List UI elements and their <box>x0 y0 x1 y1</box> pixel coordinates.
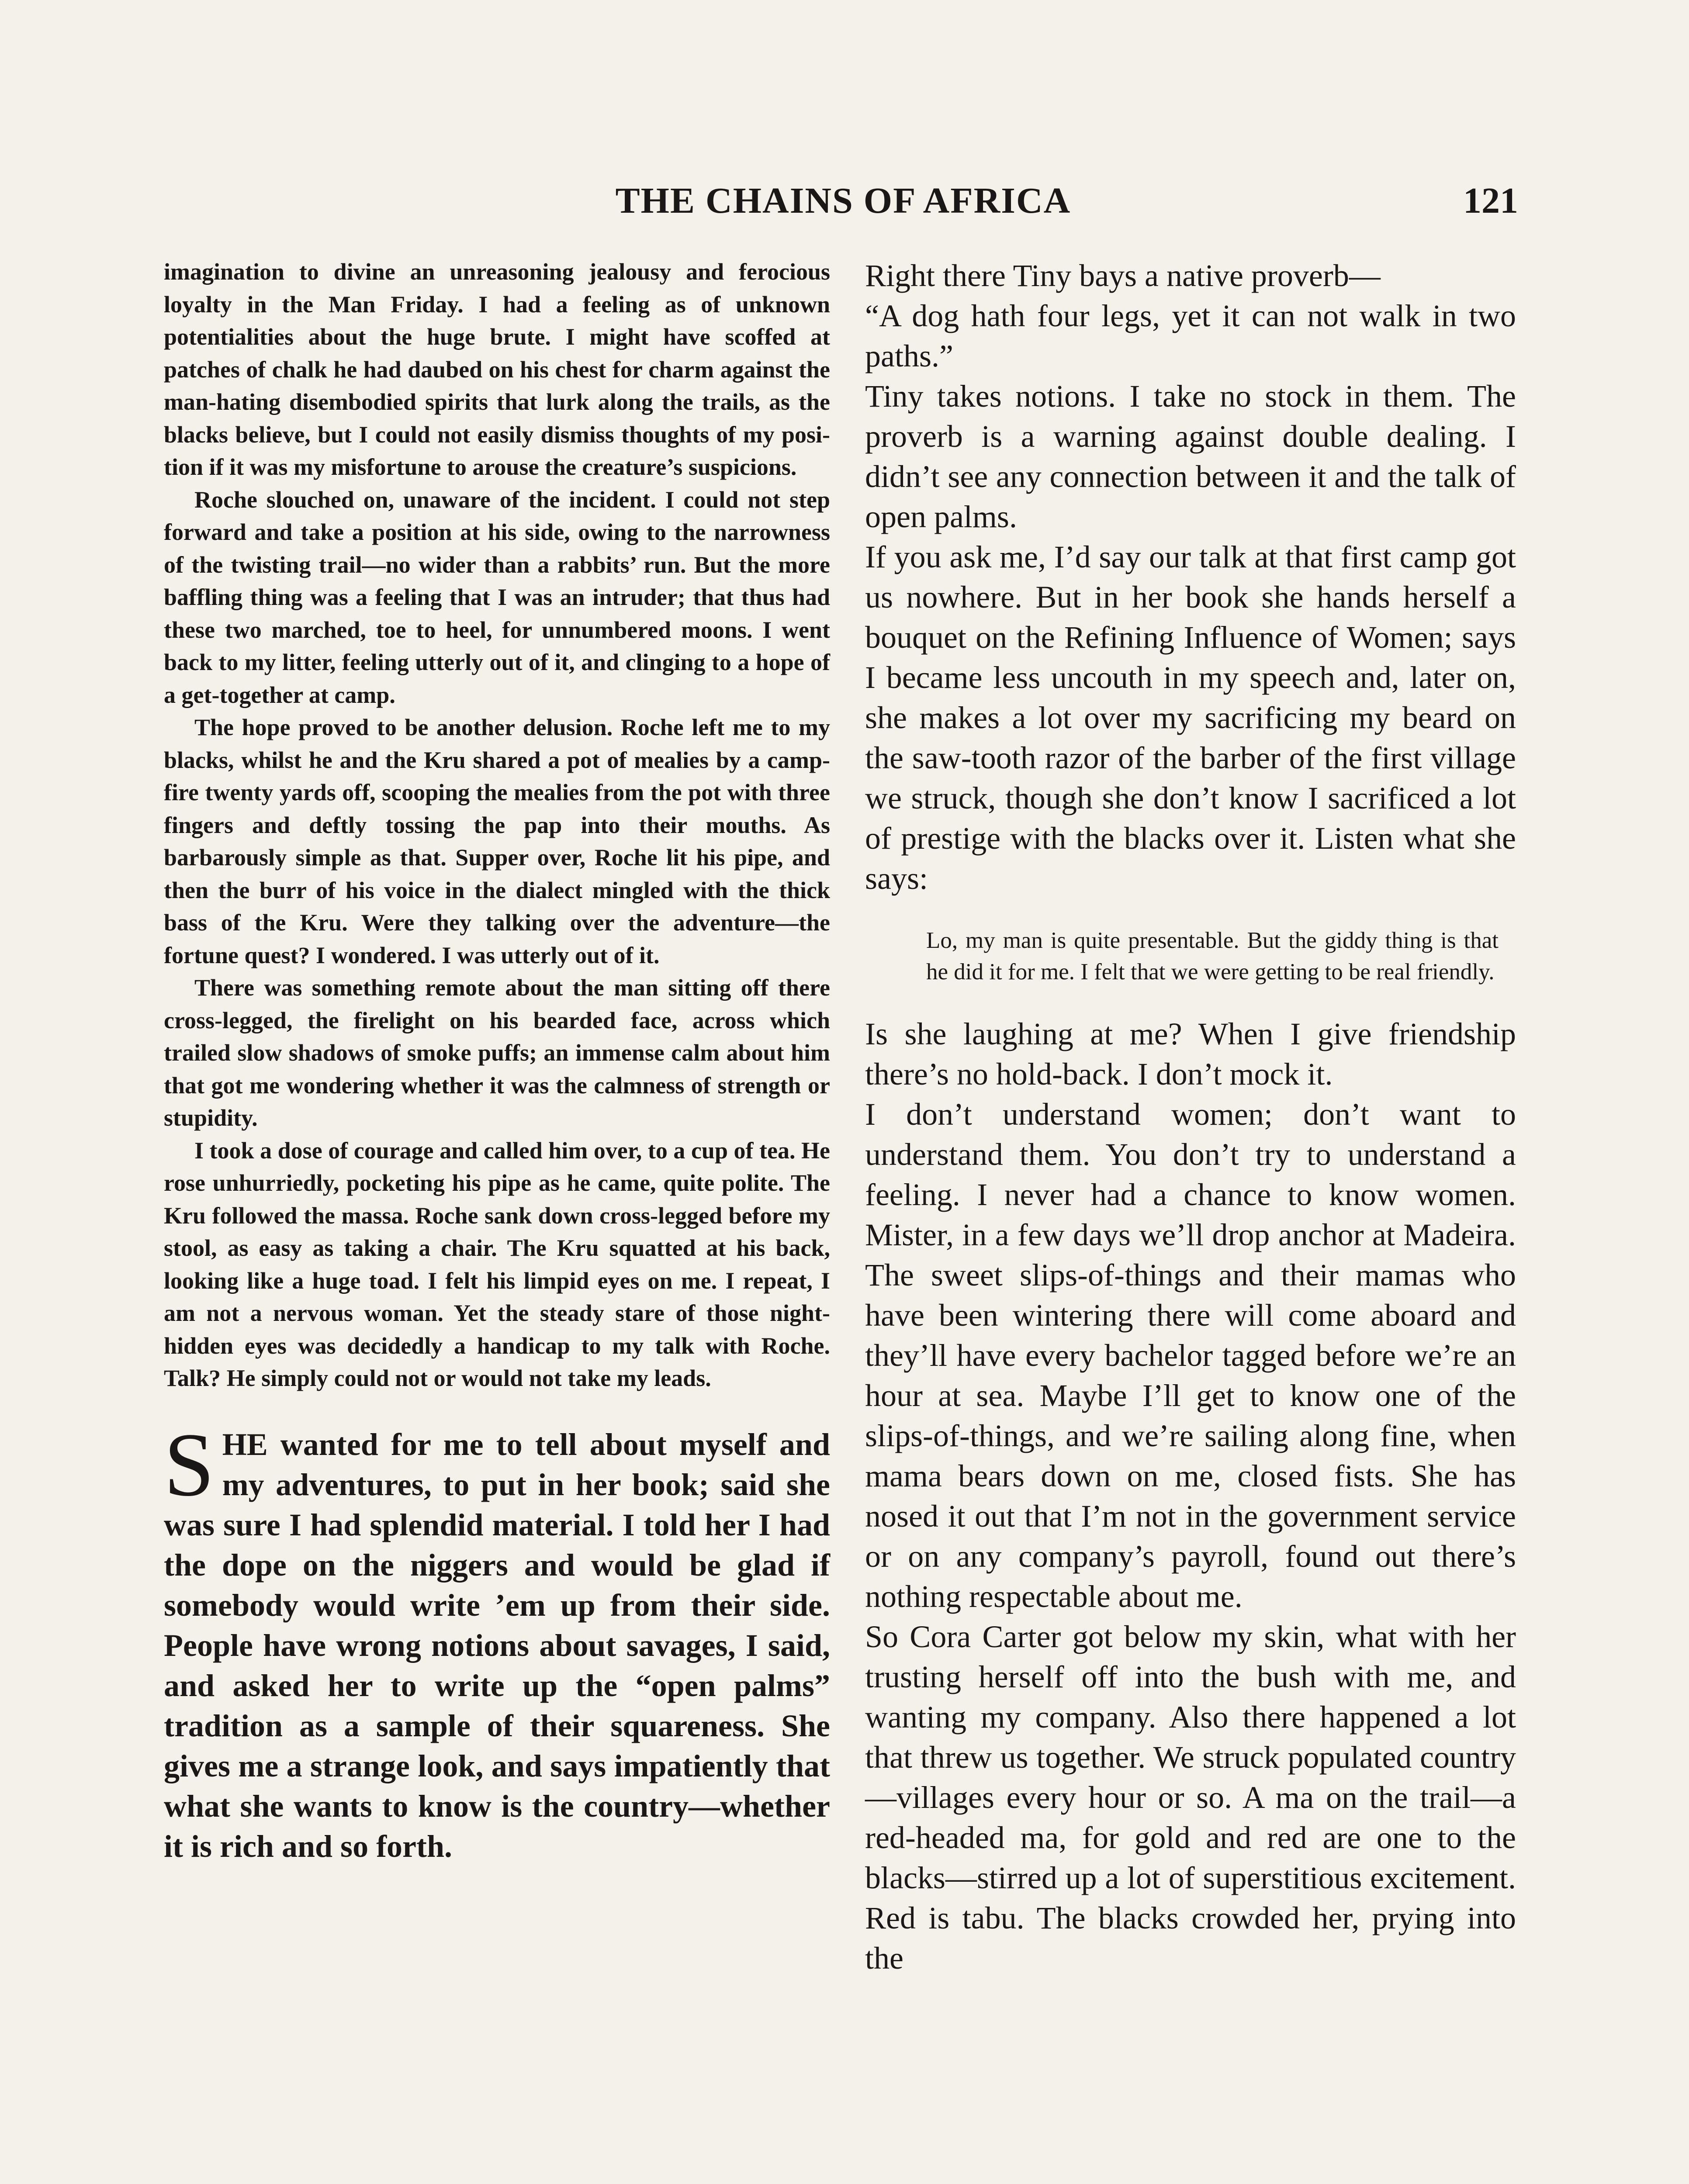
quote-text: Lo, my man is quite presentable. But the giddy thing is that he did it for me. I felt that we were getting to be real friendly. <box>926 928 1499 985</box>
paragraph: So Cora Carter got below my skin, what with her trusting herself off into the bush with me, and wanting my company. Also there happened a lot that threw us together. We struck populated country —villages every hour or so. A ma on the trail—a red-headed ma, for gold and red are one to the blacks—stirred up a lot of superstitious excitement. Red is tabu. The blacks crowded her, prying into the <box>865 1619 1516 1976</box>
paragraph: imagination to divine an unreasoning jealousy and ferocious loyalty in the Man Friday. I had a feeling as of unknown potentialities about the huge brute. I might have scoffed at patches of chalk he had daubed on his chest for charm against the man-hating disembodied spirits that lurk along the trails, as the blacks believe, but I could not easily dismiss thoughts of my position if it was my misfortune to arouse the creature’s suspicions. <box>164 259 830 480</box>
paragraph: Tiny takes notions. I take no stock in them. The proverb is a warning against double dealing. I didn’t see any connection between it and the talk of open palms. <box>865 379 1516 534</box>
paragraph: Roche slouched on, unaware of the incident. I could not step forward and take a position at his side, owing to the narrowness of the twisting trail—no wider than a rabbits’ run. But the more baffling thing was a feeling that I was an intruder; that thus had these two marched, toe to heel, for unnumbered moons. I went back to my litter, feeling utterly out of it, and clinging to a hope of a get-together at camp. <box>164 486 830 708</box>
page-header <box>168 168 1518 234</box>
small-type-section <box>164 256 830 1395</box>
paragraph: There was something remote about the man sitting off there cross-legged, the firelight on his bearded face, across which trailed slow shadows of smoke puffs; an immense calm about him that got me wondering whether it was the calmness of strength or stupidity. <box>164 975 830 1131</box>
paragraph: I took a dose of courage and called him over, to a cup of tea. He rose unhurriedly, pocketing his pipe as he came, quite polite. The Kru followed the massa. Roche sank down cross-legged before my stool, as easy as taking a chair. The Kru squatted at his back, looking like a huge toad. I felt his limpid eyes on me. I repeat, I am not a nervous woman. Yet the steady stare of those night-hidden eyes was decidedly a handicap to my talk with Roche. Talk? He simply could not or would not take my leads. <box>164 1137 830 1391</box>
paragraph-text: HE wanted for me to tell about myself and my adventures, to put in her book; said she was sure I had splendid material. I told her I had the dope on the niggers and would be glad if somebody would write ’em up from their side. People have wrong notions about savages, I said, and asked her to write up the “open palms” tradition as a sample of their squareness. She gives me a strange look, and says impatiently that what she wants to know is the country—whether it is rich and so forth. <box>164 1427 830 1864</box>
paragraph: Right there Tiny bays a native proverb— <box>865 258 1381 293</box>
drop-cap: S <box>164 1414 215 1515</box>
new-section <box>164 1414 830 1866</box>
paragraph: I don’t understand women; don’t want to understand them. You don’t try to understand a feeling. I never had a chance to know women. Mister, in a few days we’ll drop anchor at Madeira. The sweet slips-of-things and their mamas who have been wintering there will come aboard and they’ll have every bachelor tagged before we’re an hour at sea. Maybe I’ll get to know one of the slips-of-things, and we’re sailing along fine, when mama bears down on me, closed fists. She has nosed it out that I’m not in the government service or on any company’s payroll, found out there’s nothing respectable about me. <box>865 1097 1516 1614</box>
right-column <box>865 256 1516 1978</box>
page-number: 121 <box>1463 180 1518 221</box>
paragraph: Is she laughing at me? When I give friendship there’s no hold-back. I don’t mock it. <box>865 1016 1516 1092</box>
running-title: THE CHAINS OF AFRICA <box>615 180 1071 221</box>
paragraph: The hope proved to be another delusion. Roche left me to my blacks, whilst he and the Kru shared a pot of mealies by a camp-fire twenty yards off, scooping the mealies from the pot with three fingers and deftly tossing the pap into their mouths. As barbarously simple as that. Supper over, Roche lit his pipe, and then the burr of his voice in the dialect mingled with the thick bass of the Kru. Were they talking over the adventure—the fortune quest? I wondered. I was utterly out of it. <box>164 714 830 968</box>
paragraph <box>164 1414 830 1866</box>
paragraph: If you ask me, I’d say our talk at that first camp got us nowhere. But in her book she hands herself a bouquet on the Refining Influence of Women; says I became less uncouth in my speech and, later on, she makes a lot over my sacrificing my beard on the saw-tooth razor of the barber of the first village we struck, though she don’t know I sacrificed a lot of prestige with the blacks over it. Listen what she says: <box>865 539 1516 896</box>
paragraph: “A dog hath four legs, yet it can not walk in two paths.” <box>865 298 1516 373</box>
left-column <box>164 256 830 1866</box>
block-quote <box>926 925 1499 988</box>
